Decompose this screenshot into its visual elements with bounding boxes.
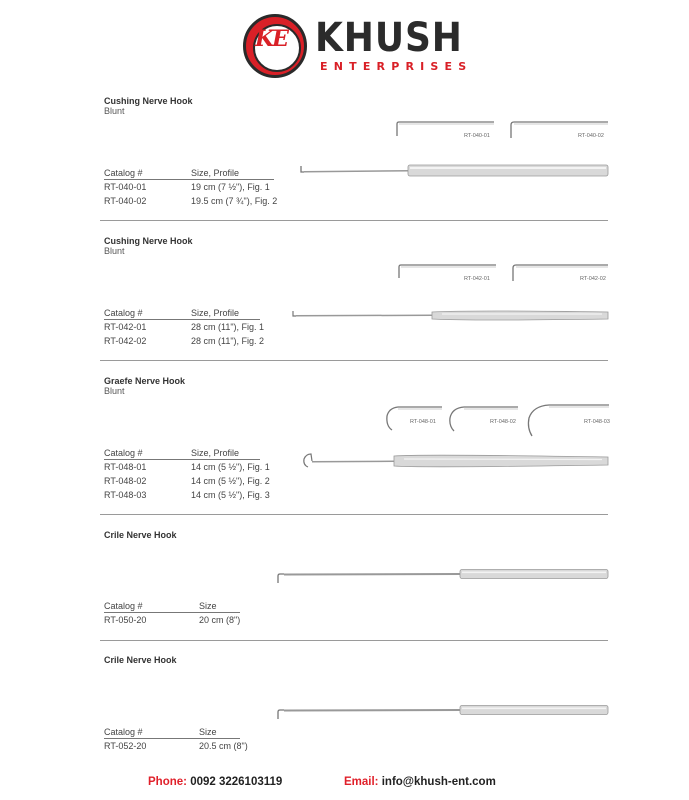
size-value: 14 cm (5 ½"), Fig. 3 (191, 490, 270, 500)
tip-label: RT-042-02 (580, 276, 606, 282)
product-title: Cushing Nerve Hook (104, 236, 193, 246)
logo-monogram: KE (255, 26, 287, 52)
column-header-size: Size, Profile (191, 308, 240, 318)
size-value: 20.5 cm (8") (199, 741, 248, 751)
column-header-size: Size, Profile (191, 448, 240, 458)
column-header-size: Size (199, 601, 217, 611)
column-header-catalog: Catalog # (104, 601, 143, 611)
column-header-size: Size (199, 727, 217, 737)
product-title: Crile Nerve Hook (104, 530, 177, 540)
instrument-image (302, 453, 610, 471)
brand-logo (243, 14, 473, 78)
column-header-catalog: Catalog # (104, 727, 143, 737)
phone-contact (148, 776, 282, 788)
instrument-image (276, 704, 610, 722)
size-value: 28 cm (11"), Fig. 1 (191, 322, 265, 332)
product-title: Cushing Nerve Hook (104, 96, 193, 106)
product-title: Graefe Nerve Hook (104, 376, 186, 386)
tip-label: RT-042-01 (464, 276, 490, 282)
product-subtitle: Blunt (104, 386, 125, 396)
size-value: 28 cm (11"), Fig. 2 (191, 336, 265, 346)
catalog-number: RT-042-02 (104, 336, 147, 346)
tip-label: RT-048-03 (584, 419, 610, 425)
email-address[interactable]: info@khush-ent.com (381, 776, 496, 788)
catalog-number: RT-052-20 (104, 741, 147, 751)
logo-emblem (243, 14, 307, 78)
section-divider (100, 640, 608, 641)
size-value: 19 cm (7 ½"), Fig. 1 (191, 182, 270, 192)
catalog-number: RT-048-02 (104, 476, 147, 486)
tip-label: RT-040-02 (578, 133, 604, 139)
tip-label: RT-040-01 (464, 133, 490, 139)
tip-label: RT-048-02 (490, 419, 516, 425)
section-divider (100, 220, 608, 221)
brand-tagline: ENTERPRISES (320, 60, 473, 73)
instrument-image (292, 309, 610, 323)
section-divider (100, 514, 608, 515)
email-label: Email: (344, 776, 379, 788)
phone-label: Phone: (148, 776, 187, 788)
size-value: 14 cm (5 ½"), Fig. 1 (191, 462, 270, 472)
brand-name: KHUSH (315, 15, 463, 61)
catalog-number: RT-042-01 (104, 322, 147, 332)
catalog-number: RT-050-20 (104, 615, 147, 625)
product-subtitle: Blunt (104, 106, 125, 116)
instrument-image (276, 568, 610, 586)
catalog-number: RT-040-02 (104, 196, 147, 206)
column-header-catalog: Catalog # (104, 308, 143, 318)
catalog-number: RT-048-03 (104, 490, 147, 500)
instrument-image (300, 163, 610, 179)
catalog-number: RT-040-01 (104, 182, 147, 192)
size-value: 14 cm (5 ½"), Fig. 2 (191, 476, 270, 486)
product-title: Crile Nerve Hook (104, 655, 177, 665)
column-header-catalog: Catalog # (104, 168, 143, 178)
tip-label: RT-048-01 (410, 419, 436, 425)
phone-number[interactable]: 0092 3226103119 (190, 776, 283, 788)
column-header-catalog: Catalog # (104, 448, 143, 458)
product-subtitle: Blunt (104, 246, 125, 256)
size-value: 19.5 cm (7 ¾"), Fig. 2 (191, 196, 278, 206)
catalog-number: RT-048-01 (104, 462, 147, 472)
section-divider (100, 360, 608, 361)
size-value: 20 cm (8") (199, 615, 241, 625)
email-contact (344, 776, 496, 788)
column-header-size: Size, Profile (191, 168, 240, 178)
